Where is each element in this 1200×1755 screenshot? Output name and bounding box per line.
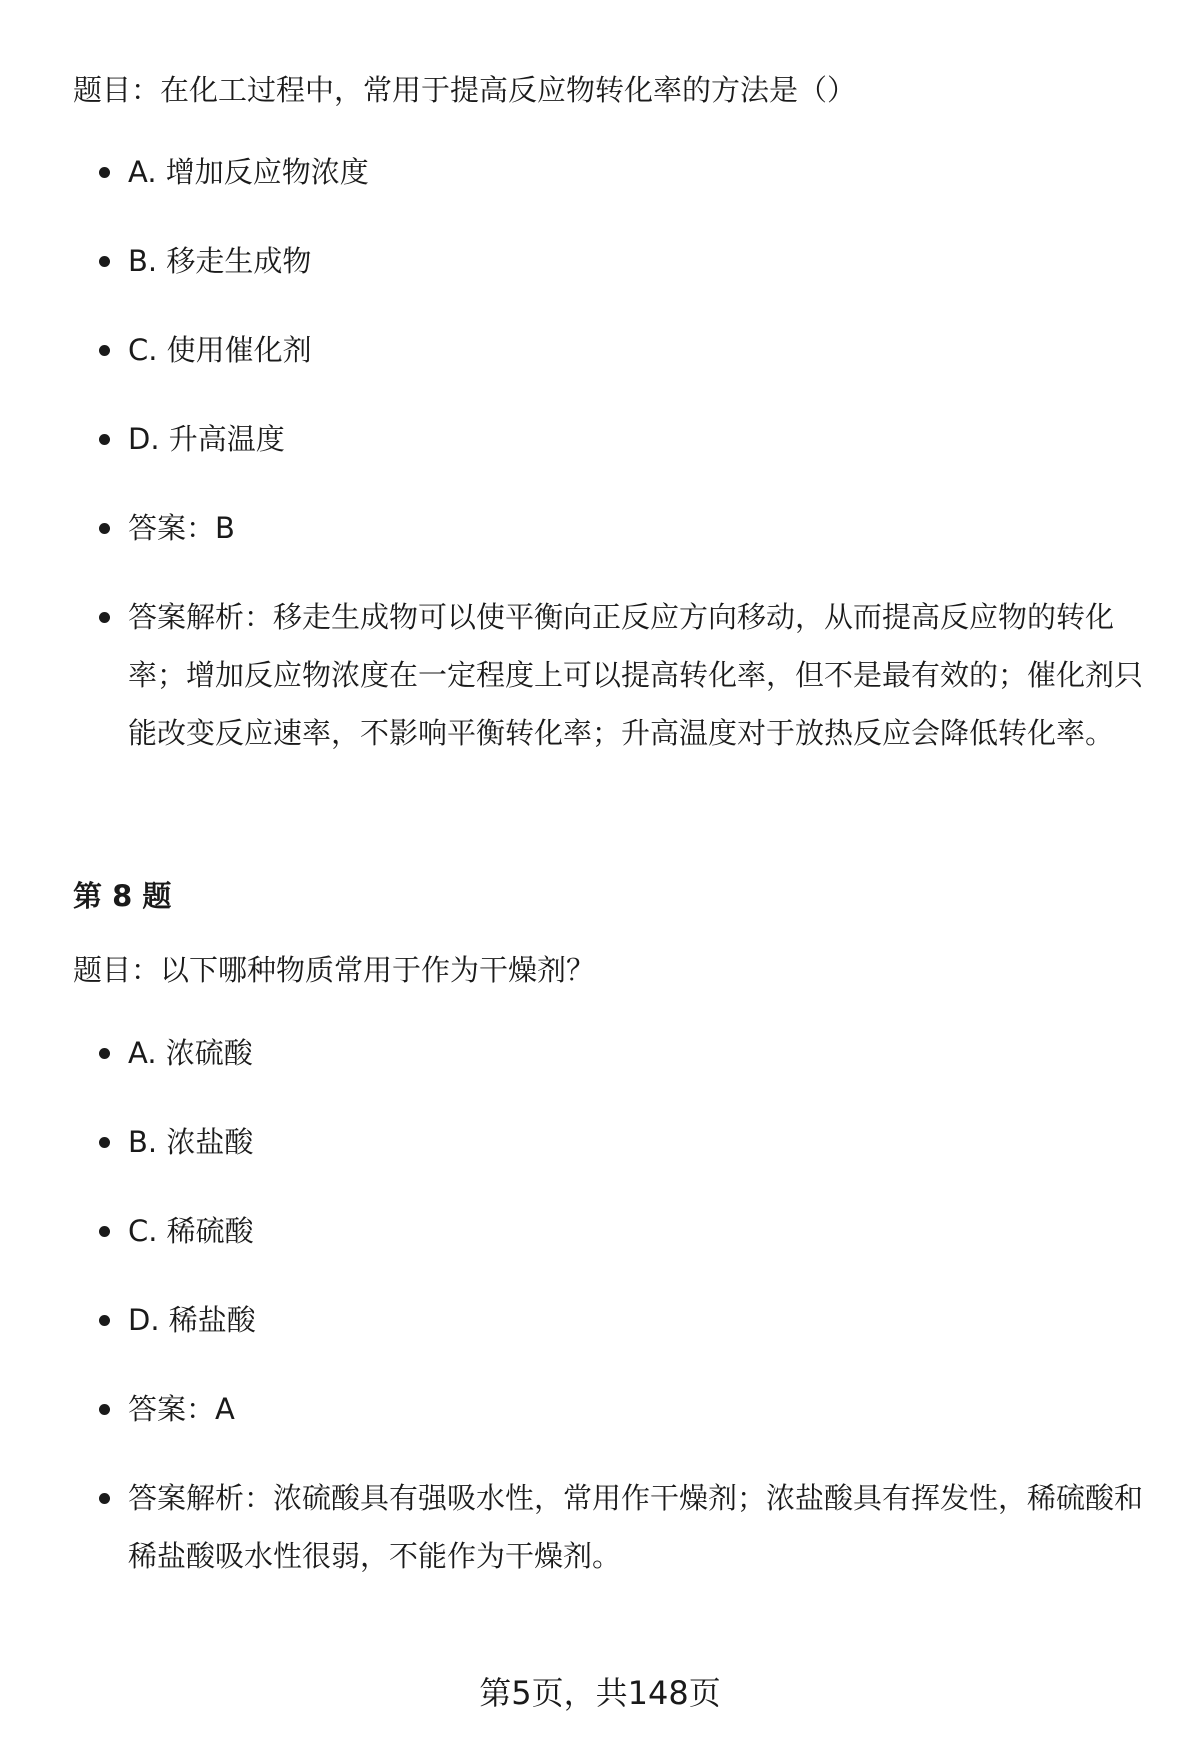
bullet-icon — [99, 1226, 110, 1237]
bullet-icon — [99, 1315, 110, 1326]
answer-text: 答案：B — [128, 511, 235, 545]
option-a — [73, 143, 1153, 201]
option-text: A. 增加反应物浓度 — [128, 155, 369, 189]
page-number: 第5页，共148页 — [479, 1674, 721, 1712]
bullet-icon — [99, 434, 110, 445]
option-b — [73, 1113, 1153, 1171]
bullet-icon — [99, 1137, 110, 1148]
option-text: C. 使用催化剂 — [128, 333, 312, 367]
option-a — [73, 1024, 1153, 1082]
question-stem: 题目：以下哪种物质常用于作为干燥剂？ — [73, 953, 596, 987]
option-b — [73, 232, 1153, 290]
option-text: A. 浓硫酸 — [128, 1036, 253, 1070]
question-stem: 题目：在化工过程中，常用于提高反应物转化率的方法是（） — [73, 73, 857, 107]
option-text: B. 浓盐酸 — [128, 1125, 254, 1159]
analysis-text: 答案解析：移走生成物可以使平衡向正反应方向移动，从而提高反应物的转化率；增加反应物浓度在一定程度上可以提高转化率，但不是最有效的；催化剂只能改变反应速率，不影响平衡转化率；升高温度对于放热反应会降低转化率。 — [128, 600, 1144, 750]
option-d — [73, 410, 1153, 468]
question-heading: 第 8 题 — [73, 879, 172, 913]
bullet-icon — [99, 523, 110, 534]
analysis-text: 答案解析：浓硫酸具有强吸水性，常用作干燥剂；浓盐酸具有挥发性，稀硫酸和稀盐酸吸水性很弱，不能作为干燥剂。 — [128, 1481, 1144, 1573]
answer-item — [73, 499, 1153, 557]
bullet-icon — [99, 1493, 110, 1504]
bullet-icon — [99, 1404, 110, 1415]
question-7 — [73, 64, 1153, 793]
answer-item — [73, 1380, 1153, 1438]
option-c — [73, 321, 1153, 379]
bullet-icon — [99, 256, 110, 267]
bullet-icon — [99, 345, 110, 356]
option-d — [73, 1291, 1153, 1349]
question-8 — [73, 944, 1153, 1616]
option-text: D. 稀盐酸 — [128, 1303, 256, 1337]
bullet-icon — [99, 612, 110, 623]
option-text: C. 稀硫酸 — [128, 1214, 254, 1248]
analysis-item — [73, 588, 1153, 762]
bullet-icon — [99, 1048, 110, 1059]
bullet-icon — [99, 167, 110, 178]
option-text: D. 升高温度 — [128, 422, 285, 456]
question-options-list — [73, 143, 1153, 762]
answer-text: 答案：A — [128, 1392, 235, 1426]
option-c — [73, 1202, 1153, 1260]
question-options-list — [73, 1024, 1153, 1585]
analysis-item — [73, 1469, 1153, 1585]
option-text: B. 移走生成物 — [128, 244, 312, 278]
